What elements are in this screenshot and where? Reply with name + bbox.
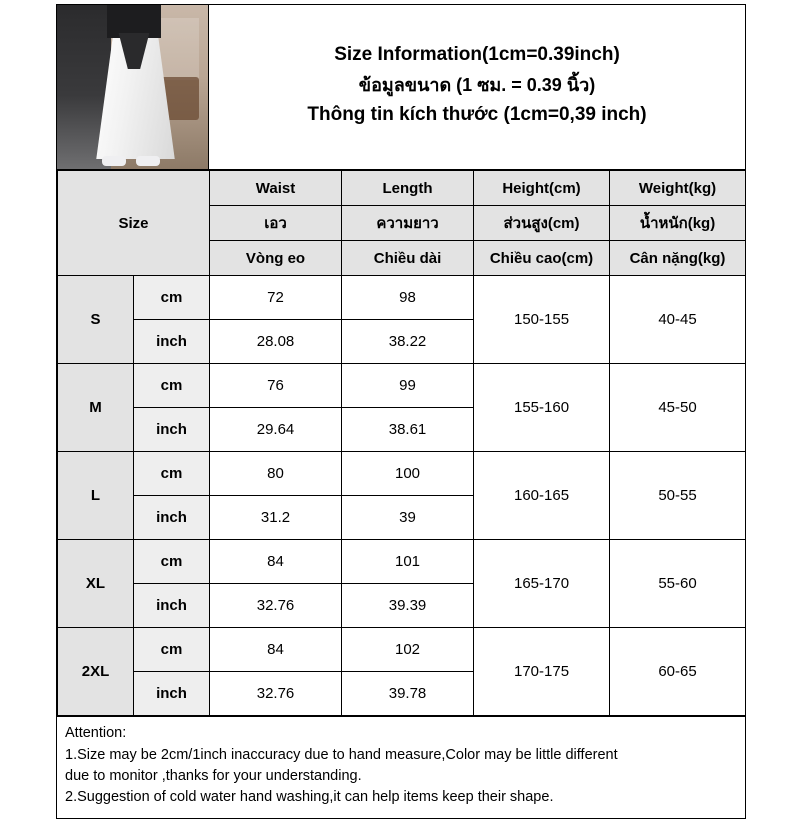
2xl-waist-inch: 32.76 xyxy=(210,672,342,716)
header-height-en: Height(cm) xyxy=(474,171,610,206)
s-length-inch: 38.22 xyxy=(342,320,474,364)
unit-inch: inch xyxy=(134,408,210,452)
table-row xyxy=(58,364,746,408)
s-height: 150-155 xyxy=(474,276,610,364)
photo-shoe-left xyxy=(102,156,126,166)
table-row xyxy=(58,452,746,496)
header-length-th: ความยาว xyxy=(342,206,474,241)
2xl-length-cm: 102 xyxy=(342,628,474,672)
unit-inch: inch xyxy=(134,672,210,716)
table-row xyxy=(58,540,746,584)
unit-cm: cm xyxy=(134,364,210,408)
chart-header xyxy=(57,5,745,170)
header-height-vi: Chiều cao(cm) xyxy=(474,241,610,276)
table-header-row-en xyxy=(58,171,746,206)
header-waist-en: Waist xyxy=(210,171,342,206)
m-height: 155-160 xyxy=(474,364,610,452)
title-thai: ข้อมูลขนาด (1 ซม. = 0.39 นิ้ว) xyxy=(358,75,596,95)
header-waist-th: เอว xyxy=(210,206,342,241)
title-english: Size Information(1cm=0.39inch) xyxy=(334,44,620,65)
l-length-cm: 100 xyxy=(342,452,474,496)
2xl-height: 170-175 xyxy=(474,628,610,716)
unit-cm: cm xyxy=(134,276,210,320)
s-weight: 40-45 xyxy=(610,276,746,364)
row-size-l: L xyxy=(58,452,134,540)
m-length-inch: 38.61 xyxy=(342,408,474,452)
row-size-m: M xyxy=(58,364,134,452)
s-length-cm: 98 xyxy=(342,276,474,320)
attention-title: Attention: xyxy=(65,725,127,741)
attention-line-1: 1.Size may be 2cm/1inch inaccuracy due to hand measure,Color may be little different xyxy=(65,747,618,763)
photo-shoe-right xyxy=(136,156,160,166)
table-row xyxy=(58,276,746,320)
header-length-vi: Chiều dài xyxy=(342,241,474,276)
unit-inch: inch xyxy=(134,496,210,540)
xl-height: 165-170 xyxy=(474,540,610,628)
row-size-2xl: 2XL xyxy=(58,628,134,716)
unit-inch: inch xyxy=(134,584,210,628)
l-length-inch: 39 xyxy=(342,496,474,540)
header-size-label: Size xyxy=(58,171,210,276)
header-weight-th: น้ำหนัก(kg) xyxy=(610,206,746,241)
m-waist-inch: 29.64 xyxy=(210,408,342,452)
xl-length-inch: 39.39 xyxy=(342,584,474,628)
m-waist-cm: 76 xyxy=(210,364,342,408)
l-weight: 50-55 xyxy=(610,452,746,540)
header-weight-vi: Cân nặng(kg) xyxy=(610,241,746,276)
size-chart-sheet xyxy=(56,4,746,819)
product-photo xyxy=(57,5,209,169)
xl-waist-inch: 32.76 xyxy=(210,584,342,628)
unit-inch: inch xyxy=(134,320,210,364)
xl-length-cm: 101 xyxy=(342,540,474,584)
table-row xyxy=(58,628,746,672)
l-waist-cm: 80 xyxy=(210,452,342,496)
header-height-th: ส่วนสูง(cm) xyxy=(474,206,610,241)
2xl-length-inch: 39.78 xyxy=(342,672,474,716)
s-waist-inch: 28.08 xyxy=(210,320,342,364)
2xl-weight: 60-65 xyxy=(610,628,746,716)
xl-weight: 55-60 xyxy=(610,540,746,628)
xl-waist-cm: 84 xyxy=(210,540,342,584)
row-size-xl: XL xyxy=(58,540,134,628)
header-waist-vi: Vòng eo xyxy=(210,241,342,276)
unit-cm: cm xyxy=(134,452,210,496)
l-waist-inch: 31.2 xyxy=(210,496,342,540)
header-length-en: Length xyxy=(342,171,474,206)
title-block xyxy=(209,5,745,169)
s-waist-cm: 72 xyxy=(210,276,342,320)
size-table xyxy=(57,170,746,716)
attention-line-3: 2.Suggestion of cold water hand washing,it can help items keep their shape. xyxy=(65,789,554,805)
unit-cm: cm xyxy=(134,628,210,672)
attention-line-2: due to monitor ,thanks for your understanding. xyxy=(65,768,362,784)
unit-cm: cm xyxy=(134,540,210,584)
l-height: 160-165 xyxy=(474,452,610,540)
m-weight: 45-50 xyxy=(610,364,746,452)
2xl-waist-cm: 84 xyxy=(210,628,342,672)
header-weight-en: Weight(kg) xyxy=(610,171,746,206)
attention-block xyxy=(57,716,745,818)
m-length-cm: 99 xyxy=(342,364,474,408)
title-vietnamese: Thông tin kích thước (1cm=0,39 inch) xyxy=(307,104,647,125)
row-size-s: S xyxy=(58,276,134,364)
